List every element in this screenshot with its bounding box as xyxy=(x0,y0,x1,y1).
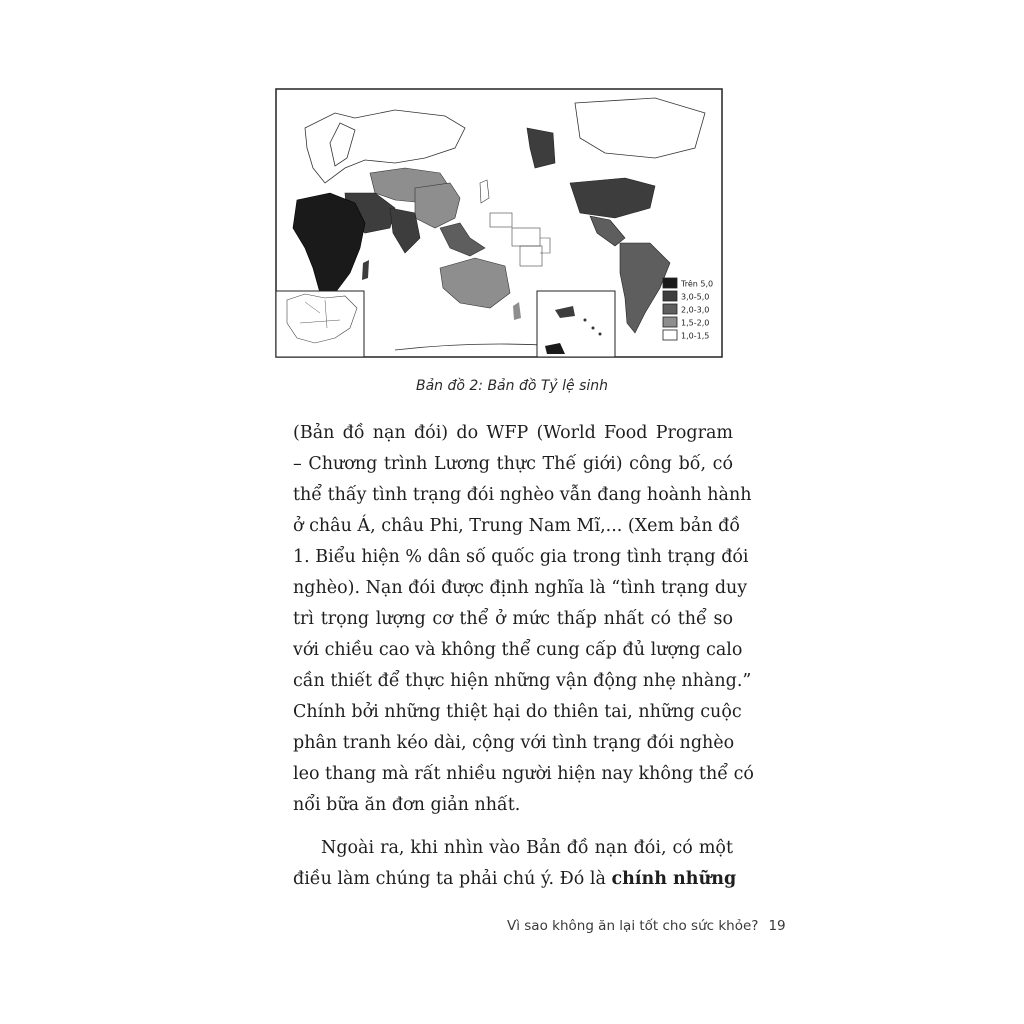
paragraph-1-line: 1. Biểu hiện % dân số quốc gia trong tình trạng đói xyxy=(293,547,749,567)
map-inset-caribbean xyxy=(537,291,615,357)
legend-label: 3,0-5,0 xyxy=(681,292,710,302)
paragraph-1-line: cần thiết để thực hiện những vận động nhẹ nhàng.” xyxy=(293,671,752,691)
body-text xyxy=(293,418,754,895)
map-legend xyxy=(663,278,713,341)
map-madagascar xyxy=(362,260,369,280)
legend-swatch xyxy=(663,278,677,288)
paragraph-1-line: với chiều cao và không thể cung cấp đủ lượng calo xyxy=(293,640,743,660)
legend-label: 2,0-3,0 xyxy=(681,305,710,315)
legend-swatch xyxy=(663,317,677,327)
paragraph-1-line: (Bản đồ nạn đói) do WFP (World Food Program xyxy=(293,423,733,443)
fertility-map-figure xyxy=(275,88,723,358)
paragraph-1-line: nghèo). Nạn đói được định nghĩa là “tình trạng duy xyxy=(293,578,748,598)
world-map xyxy=(275,88,723,358)
paragraph-1 xyxy=(293,418,754,821)
paragraph-1-line: phân tranh kéo dài, cộng với tình trạng đói nghèo xyxy=(293,733,735,753)
legend-swatch xyxy=(663,330,677,340)
paragraph-1-line: Chính bởi những thiệt hại do thiên tai, những cuộc xyxy=(293,702,742,722)
legend-swatch xyxy=(663,304,677,314)
paragraph-1-line: thể thấy tình trạng đói nghèo vẫn đang hoành hành xyxy=(293,485,752,505)
legend-label: Trên 5,0 xyxy=(681,279,714,289)
paragraph-1-line: leo thang mà rất nhiều người hiện nay không thể có xyxy=(293,764,754,784)
paragraph-2-line-1: Ngoài ra, khi nhìn vào Bản đồ nạn đói, có một xyxy=(321,838,733,858)
page-number: 19 xyxy=(768,918,786,934)
paragraph-1-line: nổi bữa ăn đơn giản nhất. xyxy=(293,795,521,815)
paragraph-2-line-2-bold: chính những xyxy=(611,869,737,889)
legend-label: 1,0-1,5 xyxy=(681,331,710,341)
figure-caption: Bản đồ 2: Bản đồ Tỷ lệ sinh xyxy=(415,378,609,394)
paragraph-1-line: ở châu Á, châu Phi, Trung Nam Mĩ,... (Xem bản đồ xyxy=(293,516,741,536)
paragraph-2 xyxy=(293,833,737,895)
running-title: Vì sao không ăn lại tốt cho sức khỏe? xyxy=(507,918,759,934)
paragraph-1-line: – Chương trình Lương thực Thế giới) công bố, có xyxy=(293,454,733,474)
paragraph-2-line-2 xyxy=(293,864,737,895)
legend-swatch xyxy=(663,291,677,301)
map-inset-europe xyxy=(276,291,364,357)
paragraph-1-line: trì trọng lượng cơ thể ở mức thấp nhất có thể so xyxy=(293,609,733,629)
paragraph-2-line-2-regular: điều làm chúng ta phải chú ý. Đó là xyxy=(293,869,612,889)
page-footer xyxy=(507,918,786,934)
legend-label: 1,5-2,0 xyxy=(681,318,710,328)
